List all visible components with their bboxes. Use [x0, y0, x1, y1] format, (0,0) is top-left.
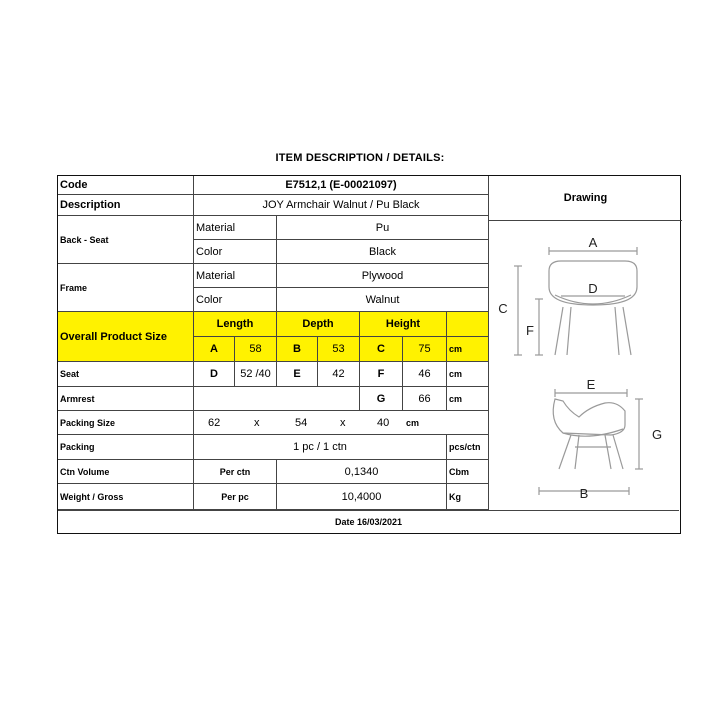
ctn-volume-unit: Cbm: [447, 460, 489, 484]
side-leg-1: [559, 435, 571, 469]
side-chair-seat-line: [563, 429, 623, 436]
side-chair-shell: [553, 399, 625, 435]
frame-material-value: Plywood: [277, 264, 489, 288]
drawing-divider: [488, 176, 489, 510]
armrest-blank: [194, 387, 360, 411]
e-letter: E: [277, 362, 318, 387]
weight-label: Weight / Gross: [58, 484, 194, 510]
document-title: ITEM DESCRIPTION / DETAILS:: [275, 152, 445, 164]
seat-label: Seat: [58, 362, 194, 387]
a-value: 58: [235, 337, 277, 362]
length-header: Length: [194, 312, 277, 337]
back-seat-color-label: Color: [194, 240, 277, 264]
frame-material-label: Material: [194, 264, 277, 288]
dimension-f-text: F: [526, 323, 534, 338]
depth-header: Depth: [277, 312, 360, 337]
date-footer: Date 16/03/2021: [58, 510, 679, 533]
front-leg-1: [555, 307, 563, 355]
dimension-c-text: C: [498, 301, 508, 316]
b-value: 53: [318, 337, 360, 362]
overall-size-label: Overall Product Size: [58, 312, 194, 362]
f-letter: F: [360, 362, 403, 387]
frame-label: Frame: [58, 264, 194, 312]
packing-size-height: 40: [377, 416, 390, 429]
ctn-volume-label: Ctn Volume: [58, 460, 194, 484]
b-letter: B: [277, 337, 318, 362]
armrest-label: Armrest: [58, 387, 194, 411]
packing-size-x1: x: [254, 416, 260, 429]
side-leg-2: [575, 435, 579, 469]
armrest-unit: cm: [447, 387, 489, 411]
packing-label: Packing: [58, 435, 194, 460]
chair-drawing: [489, 221, 682, 510]
packing-size-length: 62: [208, 416, 221, 429]
front-leg-4: [623, 307, 631, 355]
ctn-volume-value: 0,1340: [277, 460, 447, 484]
side-leg-4: [613, 435, 623, 469]
a-letter: A: [194, 337, 235, 362]
dimension-a-text: A: [588, 235, 598, 250]
frame-color-value: Walnut: [277, 288, 489, 312]
back-seat-material-label: Material: [194, 216, 277, 240]
c-letter: C: [360, 337, 403, 362]
spec-sheet: [57, 175, 681, 534]
dimension-d-text: D: [588, 281, 598, 296]
chair-drawing-svg: [489, 221, 682, 510]
weight-value: 10,4000: [277, 484, 447, 510]
packing-size-values: [194, 411, 489, 435]
height-header: Height: [360, 312, 447, 337]
front-leg-2: [567, 307, 571, 355]
packing-size-x2: x: [340, 416, 346, 429]
c-value: 75: [403, 337, 447, 362]
packing-size-unit: cm: [406, 417, 420, 428]
description-label: Description: [58, 195, 194, 216]
dimension-b-text: B: [579, 486, 589, 501]
back-seat-label: Back - Seat: [58, 216, 194, 264]
code-value: E7512,1 (E-00021097): [194, 176, 489, 195]
e-value: 42: [318, 362, 360, 387]
weight-per: Per pc: [194, 484, 277, 510]
dimension-e-text: E: [586, 377, 596, 392]
seat-unit: cm: [447, 362, 489, 387]
overall-unit: cm: [447, 337, 489, 362]
dimension-g-text: G: [651, 427, 663, 442]
back-seat-color-value: Black: [277, 240, 489, 264]
frame-color-label: Color: [194, 288, 277, 312]
overall-header-blank: [447, 312, 489, 337]
weight-unit: Kg: [447, 484, 489, 510]
d-letter: D: [194, 362, 235, 387]
front-leg-3: [615, 307, 619, 355]
packing-value: 1 pc / 1 ctn: [194, 435, 447, 460]
packing-size-depth: 54: [295, 416, 308, 429]
d-value: 52 /40: [235, 362, 277, 387]
description-value: JOY Armchair Walnut / Pu Black: [194, 195, 489, 216]
ctn-volume-per: Per ctn: [194, 460, 277, 484]
f-value: 46: [403, 362, 447, 387]
packing-size-label: Packing Size: [58, 411, 194, 435]
side-leg-3: [605, 435, 611, 469]
drawing-title: Drawing: [489, 176, 682, 221]
code-label: Code: [58, 176, 194, 195]
g-value: 66: [403, 387, 447, 411]
g-letter: G: [360, 387, 403, 411]
back-seat-material-value: Pu: [277, 216, 489, 240]
packing-unit: pcs/ctn: [447, 435, 489, 460]
